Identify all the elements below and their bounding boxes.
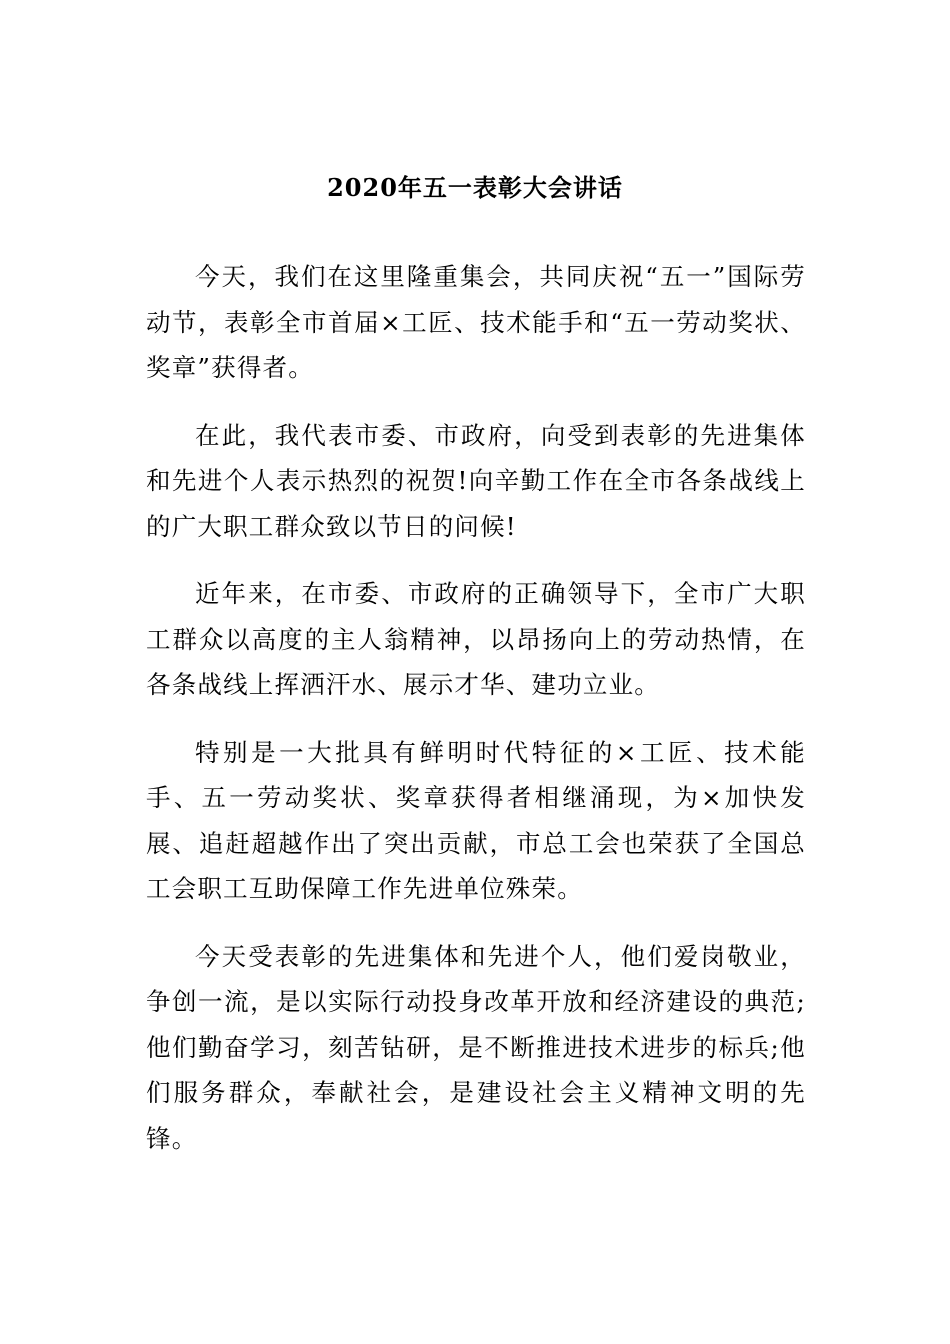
- paragraph-1: 今天，我们在这里隆重集会，共同庆祝“五一”国际劳动节，表彰全市首届×工匠、技术能手和“五一劳动奖状、奖章”获得者。: [146, 262, 806, 382]
- paragraph-2: 在此，我代表市委、市政府，向受到表彰的先进集体和先进个人表示热烈的祝贺!向辛勤工作在全市各条战线上的广大职工群众致以节日的问候!: [146, 420, 806, 541]
- paragraph-5: 今天受表彰的先进集体和先进个人，他们爱岗敬业，争创一流，是以实际行动投身改革开放和经济建设的典范;他们勤奋学习，刻苦钻研，是不断推进技术进步的标兵;他们服务群众，奉献社会，是建设社会主义精神文明的先锋。: [146, 941, 806, 1153]
- paragraph-3: 近年来，在市委、市政府的正确领导下，全市广大职工群众以高度的主人翁精神，以昂扬向上的劳动热情，在各条战线上挥洒汗水、展示才华、建功立业。: [146, 579, 806, 699]
- document-body: [146, 254, 806, 1183]
- paragraph-4: 特别是一大批具有鲜明时代特征的×工匠、技术能手、五一劳动奖状、奖章获得者相继涌现，为×加快发展、追赶超越作出了突出贡献，市总工会也荣获了全国总工会职工互助保障工作先进单位殊荣。: [146, 737, 806, 903]
- document-title: 2020年五一表彰大会讲话: [327, 173, 623, 202]
